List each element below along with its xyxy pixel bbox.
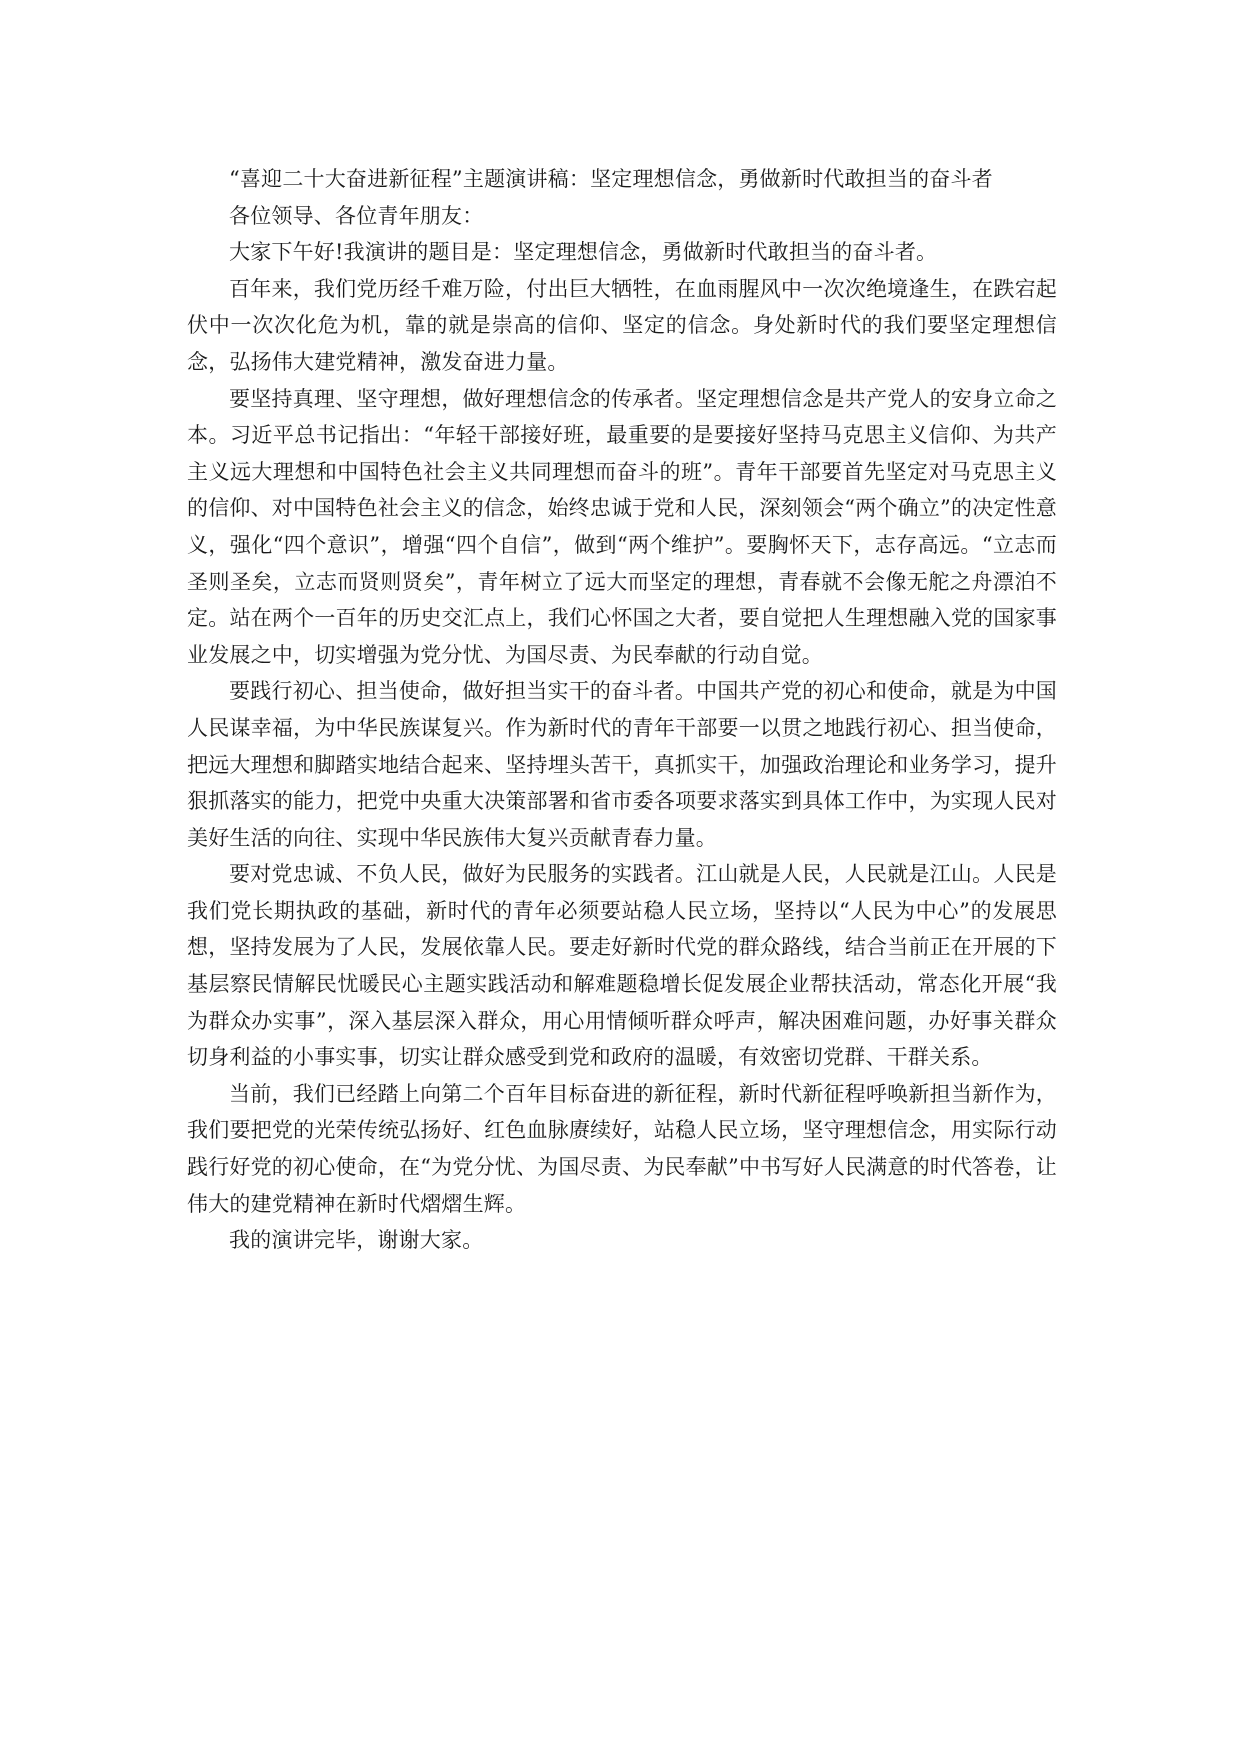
- paragraph-ideals: 要坚持真理、坚守理想，做好理想信念的传承者。坚定理想信念是共产党人的安身立命之本。习近平总书记指出：“年轻干部接好班，最重要的是要接好坚持马克思主义信仰、为共产主义远大理想和中国特色社会主义共同理想而奋斗的班”。青年干部要首先坚定对马克思主义的信仰、对中国特色社会主义的信念，始终忠诚于党和人民，深刻领会“两个确立”的决定性意义，强化“四个意识”，增强“四个自信”，做到“两个维护”。要胸怀天下，志存高远。“立志而圣则圣矣，立志而贤则贤矣”，青年树立了远大而坚定的理想，青春就不会像无舵之舟漂泊不定。站在两个一百年的历史交汇点上，我们心怀国之大者，要自觉把人生理想融入党的国家事业发展之中，切实增强为党分忧、为国尽责、为民奉献的行动自觉。: [187, 386, 1057, 667]
- paragraph-mission: 要践行初心、担当使命，做好担当实干的奋斗者。中国共产党的初心和使命，就是为中国人民谋幸福，为中华民族谋复兴。作为新时代的青年干部要一以贯之地践行初心、担当使命，把远大理想和脚踏实地结合起来、坚持埋头苦干，真抓实干，加强政治理论和业务学习，提升狠抓落实的能力，把党中央重大决策部署和省市委各项要求落实到具体工作中，为实现人民对美好生活的向往、实现中华民族伟大复兴贡献青春力量。: [187, 679, 1057, 850]
- paragraph-people: 要对党忠诚、不负人民，做好为民服务的实践者。江山就是人民，人民就是江山。人民是我们党长期执政的基础，新时代的青年必须要站稳人民立场，坚持以“人民为中心”的发展思想，坚持发展为了人民，发展依靠人民。要走好新时代党的群众路线，结合当前正在开展的下基层察民情解民忧暖民心主题实践活动和解难题稳增长促发展企业帮扶活动，常态化开展“我为群众办实事”，深入基层深入群众，用心用情倾听群众呼声，解决困难问题，办好事关群众切身利益的小事实事，切实让群众感受到党和政府的温暖，有效密切党群、干群关系。: [187, 862, 1057, 1070]
- paragraph-new-journey: 当前，我们已经踏上向第二个百年目标奋进的新征程，新时代新征程呼唤新担当新作为，我们要把党的光荣传统弘扬好、红色血脉赓续好，站稳人民立场，坚守理想信念，用实际行动践行好党的初心使命，在“为党分忧、为国尽责、为民奉献”中书写好人民满意的时代答卷，让伟大的建党精神在新时代熠熠生辉。: [187, 1081, 1057, 1216]
- paragraph-closing: 我的演讲完毕，谢谢大家。: [229, 1228, 484, 1253]
- paragraph-history: 百年来，我们党历经千难万险，付出巨大牺牲，在血雨腥风中一次次绝境逢生，在跌宕起伏中一次次化危为机，靠的就是崇高的信仰、坚定的信念。身处新时代的我们要坚定理想信念，弘扬伟大建党精神，激发奋进力量。: [187, 276, 1057, 374]
- paragraph-greeting: 大家下午好!我演讲的题目是：坚定理想信念，勇做新时代敢担当的奋斗者。: [229, 240, 938, 265]
- document-title: “喜迎二十大奋进新征程”主题演讲稿：坚定理想信念，勇做新时代敢担当的奋斗者: [229, 167, 993, 191]
- document-body: [187, 161, 1057, 1259]
- salutation: 各位领导、各位青年朋友：: [229, 203, 484, 228]
